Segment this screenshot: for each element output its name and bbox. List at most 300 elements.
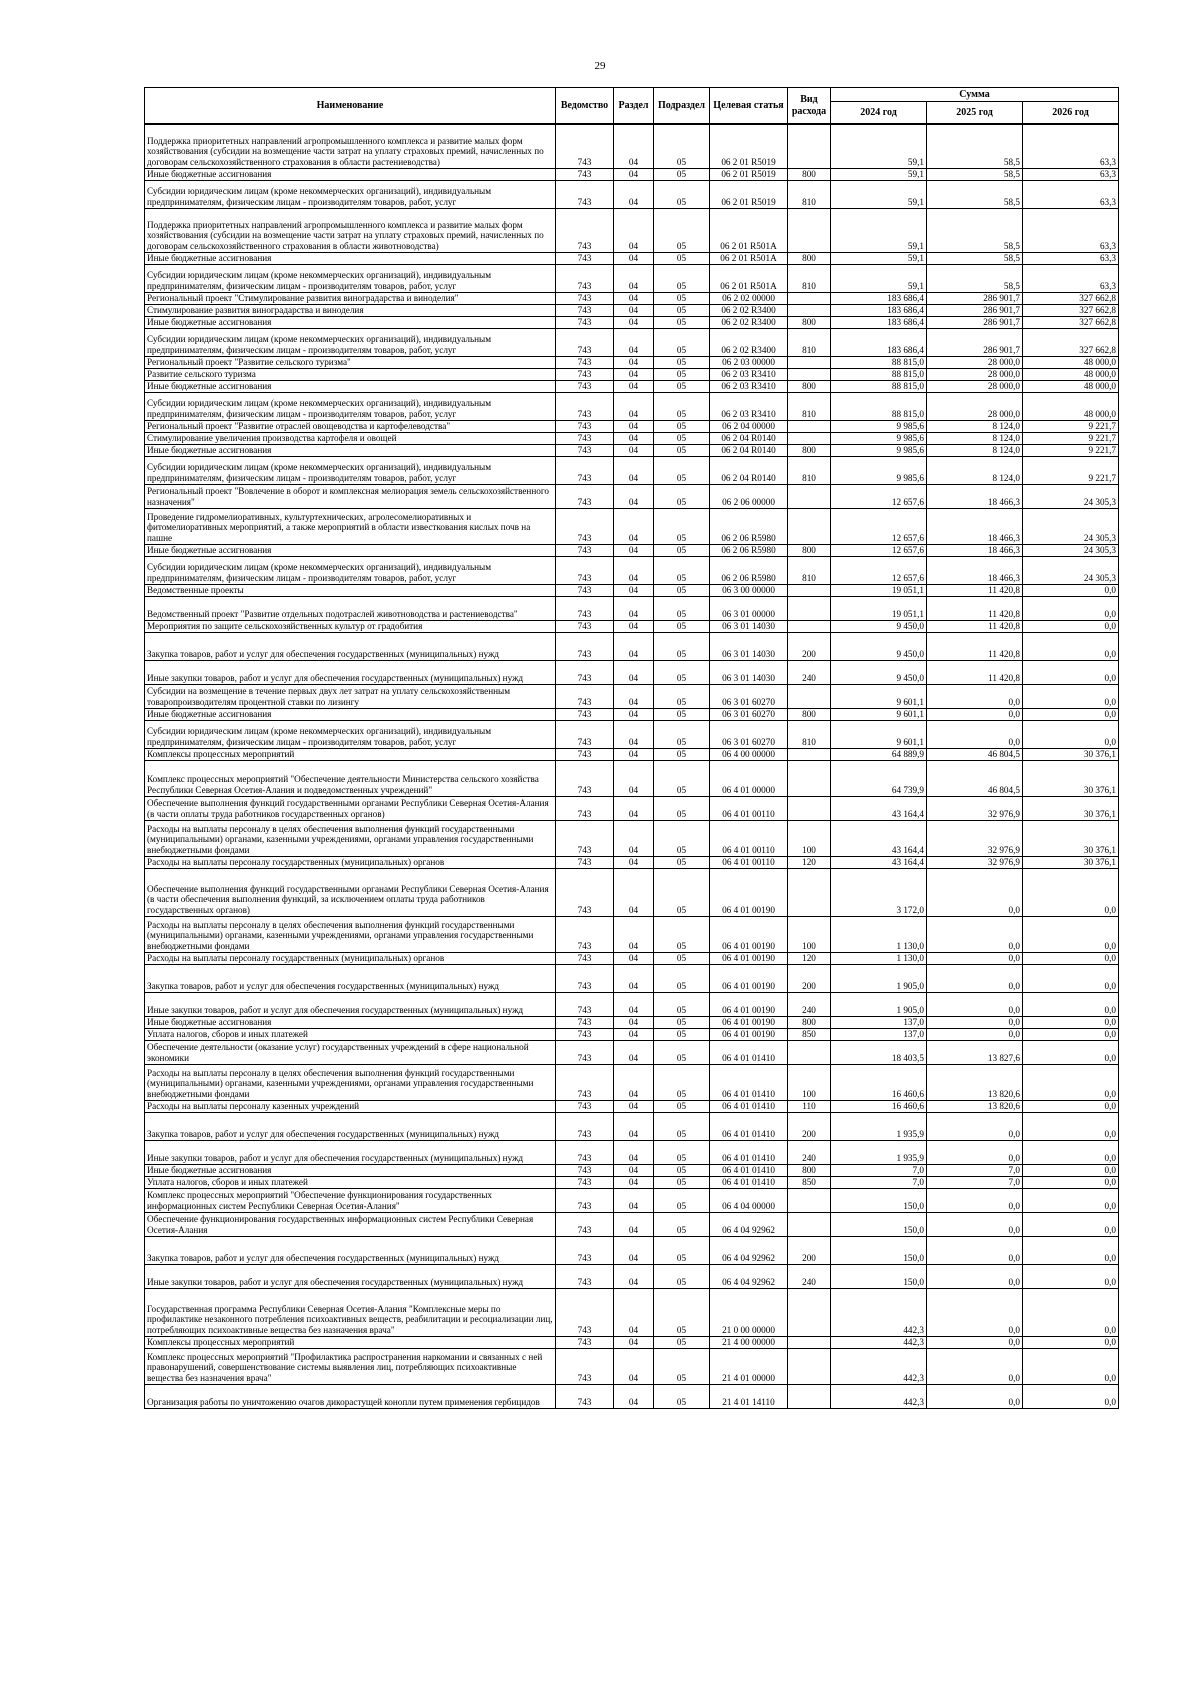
row-vedomstvo: 743 (556, 1264, 614, 1288)
table-row (145, 796, 1119, 820)
row-sum-2024: 183 686,4 (831, 316, 927, 328)
row-name: Мероприятия по защите сельскохозяйственных культур от градобития (145, 620, 556, 632)
row-target-article: 06 3 01 14030 (710, 632, 788, 660)
row-target-article: 06 3 01 00000 (710, 596, 788, 620)
row-sum-2024: 9 601,1 (831, 684, 927, 708)
row-target-article: 06 4 01 01410 (710, 1040, 788, 1064)
row-sum-2026: 30 376,1 (1023, 748, 1119, 760)
row-vedomstvo: 743 (556, 328, 614, 356)
row-razdel: 04 (614, 316, 654, 328)
row-sum-2026: 0,0 (1023, 1288, 1119, 1336)
table-row (145, 684, 1119, 708)
table-row (145, 168, 1119, 180)
row-sum-2025: 46 804,5 (927, 748, 1023, 760)
row-expense-type (788, 368, 831, 380)
row-sum-2026: 48 000,0 (1023, 392, 1119, 420)
row-target-article: 21 0 00 00000 (710, 1288, 788, 1336)
row-sum-2026: 0,0 (1023, 952, 1119, 964)
row-sum-2025: 58,5 (927, 124, 1023, 168)
row-sum-2024: 1 935,9 (831, 1112, 927, 1140)
table-row (145, 720, 1119, 748)
row-target-article: 06 4 01 01410 (710, 1140, 788, 1164)
row-sum-2025: 11 420,8 (927, 596, 1023, 620)
row-razdel: 04 (614, 1348, 654, 1384)
row-razdel: 04 (614, 1112, 654, 1140)
row-name: Поддержка приоритетных направлений агропромышленного комплекса и развитие малых форм хозяйствования (субсидии на возмещение части затрат на уплату страховых премий, начисленных по договорам сельскохозяйственного страхования в области животноводства) (145, 208, 556, 252)
row-vedomstvo: 743 (556, 456, 614, 484)
row-expense-type (788, 508, 831, 544)
row-sum-2024: 64 889,9 (831, 748, 927, 760)
row-target-article: 06 4 01 00190 (710, 916, 788, 952)
table-row (145, 328, 1119, 356)
row-sum-2025: 0,0 (927, 1016, 1023, 1028)
row-name: Расходы на выплаты персоналу государственных (муниципальных) органов (145, 856, 556, 868)
row-expense-type (788, 748, 831, 760)
row-vedomstvo: 743 (556, 508, 614, 544)
table-row (145, 356, 1119, 368)
row-sum-2026: 9 221,7 (1023, 456, 1119, 484)
row-name: Расходы на выплаты персоналу государственных (муниципальных) органов (145, 952, 556, 964)
row-sum-2024: 12 657,6 (831, 508, 927, 544)
row-sum-2024: 9 450,0 (831, 660, 927, 684)
row-podrazdel: 05 (654, 1348, 710, 1384)
row-vedomstvo: 743 (556, 484, 614, 508)
row-sum-2026: 0,0 (1023, 1164, 1119, 1176)
row-vedomstvo: 743 (556, 684, 614, 708)
row-sum-2026: 0,0 (1023, 684, 1119, 708)
row-target-article: 06 2 01 R501A (710, 264, 788, 292)
row-podrazdel: 05 (654, 316, 710, 328)
row-name: Расходы на выплаты персоналу в целях обеспечения выполнения функций государственными (муниципальными) органами, казенными учреждениями, органами управления государственными внебюджетными фондами (145, 916, 556, 952)
row-sum-2025: 0,0 (927, 1348, 1023, 1384)
row-razdel: 04 (614, 456, 654, 484)
row-vedomstvo: 743 (556, 1176, 614, 1188)
row-sum-2025: 28 000,0 (927, 368, 1023, 380)
row-expense-type: 800 (788, 444, 831, 456)
row-podrazdel: 05 (654, 1176, 710, 1188)
row-sum-2026: 0,0 (1023, 1236, 1119, 1264)
table-row (145, 1188, 1119, 1212)
row-podrazdel: 05 (654, 356, 710, 368)
row-sum-2025: 28 000,0 (927, 380, 1023, 392)
row-expense-type (788, 420, 831, 432)
row-sum-2025: 0,0 (927, 1384, 1023, 1408)
row-expense-type (788, 208, 831, 252)
row-sum-2024: 59,1 (831, 264, 927, 292)
row-name: Закупка товаров, работ и услуг для обеспечения государственных (муниципальных) нужд (145, 1112, 556, 1140)
table-row (145, 544, 1119, 556)
row-target-article: 06 2 06 00000 (710, 484, 788, 508)
row-expense-type: 800 (788, 708, 831, 720)
row-sum-2026: 30 376,1 (1023, 796, 1119, 820)
row-sum-2024: 9 601,1 (831, 708, 927, 720)
row-razdel: 04 (614, 620, 654, 632)
table-row (145, 1016, 1119, 1028)
row-sum-2024: 9 450,0 (831, 620, 927, 632)
row-sum-2026: 9 221,7 (1023, 444, 1119, 456)
row-sum-2024: 9 985,6 (831, 444, 927, 456)
row-name: Иные закупки товаров, работ и услуг для обеспечения государственных (муниципальных) нужд (145, 1140, 556, 1164)
table-row (145, 584, 1119, 596)
row-razdel: 04 (614, 444, 654, 456)
table-row (145, 1176, 1119, 1188)
table-row (145, 420, 1119, 432)
header-expense-type: Вид расхода (788, 88, 831, 125)
row-sum-2025: 8 124,0 (927, 456, 1023, 484)
row-expense-type: 810 (788, 392, 831, 420)
row-sum-2024: 442,3 (831, 1288, 927, 1336)
row-expense-type: 800 (788, 1164, 831, 1176)
row-podrazdel: 05 (654, 392, 710, 420)
table-row (145, 1028, 1119, 1040)
row-sum-2026: 0,0 (1023, 660, 1119, 684)
row-name: Закупка товаров, работ и услуг для обеспечения государственных (муниципальных) нужд (145, 964, 556, 992)
row-target-article: 06 4 04 00000 (710, 1188, 788, 1212)
row-name: Региональный проект "Развитие отраслей овощеводства и картофелеводства" (145, 420, 556, 432)
row-sum-2024: 1 905,0 (831, 964, 927, 992)
row-target-article: 06 3 01 60270 (710, 720, 788, 748)
row-name: Обеспечение выполнения функций государственными органами Республики Северная Осетия-Алания (в части оплаты труда работников государственных органов) (145, 796, 556, 820)
row-podrazdel: 05 (654, 1064, 710, 1100)
row-razdel: 04 (614, 1176, 654, 1188)
row-podrazdel: 05 (654, 856, 710, 868)
row-sum-2025: 0,0 (927, 952, 1023, 964)
row-name: Региональный проект "Стимулирование развития виноградарства и виноделия" (145, 292, 556, 304)
row-target-article: 06 4 04 92962 (710, 1236, 788, 1264)
row-razdel: 04 (614, 432, 654, 444)
row-sum-2024: 150,0 (831, 1212, 927, 1236)
table-row (145, 952, 1119, 964)
row-vedomstvo: 743 (556, 660, 614, 684)
row-podrazdel: 05 (654, 992, 710, 1016)
row-name: Обеспечение деятельности (оказание услуг) государственных учреждений в сфере национальной экономики (145, 1040, 556, 1064)
row-name: Иные бюджетные ассигнования (145, 1016, 556, 1028)
row-sum-2025: 7,0 (927, 1176, 1023, 1188)
row-sum-2026: 0,0 (1023, 1348, 1119, 1384)
row-expense-type: 800 (788, 380, 831, 392)
row-podrazdel: 05 (654, 544, 710, 556)
row-sum-2024: 59,1 (831, 124, 927, 168)
row-sum-2024: 1 905,0 (831, 992, 927, 1016)
row-sum-2025: 58,5 (927, 180, 1023, 208)
row-target-article: 21 4 01 14110 (710, 1384, 788, 1408)
row-expense-type (788, 760, 831, 796)
row-name: Иные бюджетные ассигнования (145, 380, 556, 392)
row-sum-2024: 150,0 (831, 1188, 927, 1212)
row-sum-2024: 88 815,0 (831, 392, 927, 420)
row-sum-2025: 8 124,0 (927, 432, 1023, 444)
row-sum-2024: 64 739,9 (831, 760, 927, 796)
row-sum-2024: 1 130,0 (831, 916, 927, 952)
row-expense-type: 800 (788, 252, 831, 264)
row-name: Проведение гидромелиоративных, культуртехнических, агролесомелиоративных и фитомелиоративных мероприятий, а также мероприятий в области известкования кислых почв на пашне (145, 508, 556, 544)
table-row (145, 316, 1119, 328)
row-target-article: 06 2 03 R3410 (710, 392, 788, 420)
row-name: Закупка товаров, работ и услуг для обеспечения государственных (муниципальных) нужд (145, 632, 556, 660)
row-sum-2026: 48 000,0 (1023, 356, 1119, 368)
row-sum-2025: 13 820,6 (927, 1100, 1023, 1112)
row-vedomstvo: 743 (556, 584, 614, 596)
row-razdel: 04 (614, 168, 654, 180)
row-sum-2025: 28 000,0 (927, 392, 1023, 420)
row-name: Организация работы по уничтожению очагов дикорастущей конопли путем применения гербицидов (145, 1384, 556, 1408)
row-sum-2025: 11 420,8 (927, 660, 1023, 684)
row-target-article: 06 4 01 00190 (710, 952, 788, 964)
row-expense-type: 810 (788, 456, 831, 484)
row-expense-type (788, 1040, 831, 1064)
row-expense-type (788, 596, 831, 620)
row-target-article: 06 4 01 00190 (710, 964, 788, 992)
row-sum-2025: 18 466,3 (927, 508, 1023, 544)
row-vedomstvo: 743 (556, 392, 614, 420)
row-target-article: 06 4 04 92962 (710, 1212, 788, 1236)
row-sum-2024: 43 164,4 (831, 820, 927, 856)
table-row (145, 1236, 1119, 1264)
row-sum-2026: 0,0 (1023, 1212, 1119, 1236)
row-vedomstvo: 743 (556, 632, 614, 660)
row-razdel: 04 (614, 180, 654, 208)
row-sum-2024: 9 450,0 (831, 632, 927, 660)
row-razdel: 04 (614, 508, 654, 544)
row-name: Субсидии юридическим лицам (кроме некоммерческих организаций), индивидуальным предпринимателям, физическим лицам - производителям товаров, работ, услуг (145, 720, 556, 748)
row-vedomstvo: 743 (556, 420, 614, 432)
row-name: Поддержка приоритетных направлений агропромышленного комплекса и развитие малых форм хозяйствования (субсидии на возмещение части затрат на уплату страховых премий, начисленных по договорам сельскохозяйственного страхования в области растениеводства) (145, 124, 556, 168)
row-podrazdel: 05 (654, 596, 710, 620)
row-sum-2025: 0,0 (927, 708, 1023, 720)
row-sum-2025: 286 901,7 (927, 304, 1023, 316)
row-podrazdel: 05 (654, 1140, 710, 1164)
row-vedomstvo: 743 (556, 252, 614, 264)
row-vedomstvo: 743 (556, 708, 614, 720)
row-vedomstvo: 743 (556, 1236, 614, 1264)
row-podrazdel: 05 (654, 1384, 710, 1408)
row-sum-2025: 0,0 (927, 1288, 1023, 1336)
row-razdel: 04 (614, 1188, 654, 1212)
row-target-article: 06 4 01 01410 (710, 1176, 788, 1188)
row-sum-2026: 63,3 (1023, 264, 1119, 292)
table-row (145, 748, 1119, 760)
row-target-article: 06 2 02 R3400 (710, 304, 788, 316)
row-sum-2026: 63,3 (1023, 124, 1119, 168)
table-row (145, 252, 1119, 264)
table-row (145, 1040, 1119, 1064)
row-name: Иные бюджетные ассигнования (145, 444, 556, 456)
row-sum-2026: 0,0 (1023, 1188, 1119, 1212)
row-name: Субсидии на возмещение в течение первых двух лет затрат на уплату сельскохозяйственным товаропроизводителям процентной ставки по лизингу (145, 684, 556, 708)
row-target-article: 06 2 01 R5019 (710, 168, 788, 180)
row-sum-2025: 32 976,9 (927, 796, 1023, 820)
row-expense-type: 800 (788, 168, 831, 180)
row-sum-2026: 0,0 (1023, 596, 1119, 620)
header-sum: Сумма (831, 88, 1119, 102)
row-vedomstvo: 743 (556, 1384, 614, 1408)
row-target-article: 06 4 00 00000 (710, 748, 788, 760)
table-row (145, 264, 1119, 292)
table-row (145, 432, 1119, 444)
row-expense-type (788, 868, 831, 916)
row-razdel: 04 (614, 1016, 654, 1028)
row-podrazdel: 05 (654, 796, 710, 820)
row-vedomstvo: 743 (556, 556, 614, 584)
row-sum-2026: 0,0 (1023, 632, 1119, 660)
table-row (145, 456, 1119, 484)
row-sum-2024: 19 051,1 (831, 596, 927, 620)
row-target-article: 06 3 00 00000 (710, 584, 788, 596)
row-name: Комплексы процессных мероприятий (145, 748, 556, 760)
row-sum-2026: 24 305,3 (1023, 484, 1119, 508)
row-expense-type (788, 796, 831, 820)
row-razdel: 04 (614, 708, 654, 720)
row-razdel: 04 (614, 1040, 654, 1064)
row-sum-2026: 30 376,1 (1023, 856, 1119, 868)
row-vedomstvo: 743 (556, 868, 614, 916)
header-podrazdel: Подраздел (654, 88, 710, 125)
row-sum-2025: 11 420,8 (927, 584, 1023, 596)
row-name: Субсидии юридическим лицам (кроме некоммерческих организаций), индивидуальным предпринимателям, физическим лицам - производителям товаров, работ, услуг (145, 456, 556, 484)
row-vedomstvo: 743 (556, 856, 614, 868)
row-podrazdel: 05 (654, 916, 710, 952)
row-name: Стимулирование развития виноградарства и виноделия (145, 304, 556, 316)
row-sum-2025: 8 124,0 (927, 420, 1023, 432)
row-sum-2026: 63,3 (1023, 168, 1119, 180)
row-razdel: 04 (614, 760, 654, 796)
row-razdel: 04 (614, 1064, 654, 1100)
row-sum-2025: 0,0 (927, 720, 1023, 748)
row-target-article: 06 4 01 01410 (710, 1164, 788, 1176)
budget-table (144, 87, 1119, 1409)
row-target-article: 21 4 01 00000 (710, 1348, 788, 1384)
row-sum-2025: 18 466,3 (927, 544, 1023, 556)
row-vedomstvo: 743 (556, 1016, 614, 1028)
row-expense-type: 100 (788, 1064, 831, 1100)
row-podrazdel: 05 (654, 380, 710, 392)
row-razdel: 04 (614, 368, 654, 380)
row-sum-2025: 0,0 (927, 1112, 1023, 1140)
row-podrazdel: 05 (654, 1264, 710, 1288)
row-podrazdel: 05 (654, 1112, 710, 1140)
row-target-article: 06 4 01 00000 (710, 760, 788, 796)
row-vedomstvo: 743 (556, 1040, 614, 1064)
row-razdel: 04 (614, 992, 654, 1016)
row-razdel: 04 (614, 328, 654, 356)
row-name: Ведомственные проекты (145, 584, 556, 596)
row-podrazdel: 05 (654, 660, 710, 684)
row-razdel: 04 (614, 796, 654, 820)
row-sum-2025: 286 901,7 (927, 328, 1023, 356)
row-podrazdel: 05 (654, 484, 710, 508)
row-target-article: 06 3 01 14030 (710, 620, 788, 632)
table-row (145, 760, 1119, 796)
table-body (145, 124, 1119, 1408)
row-name: Иные бюджетные ассигнования (145, 316, 556, 328)
row-razdel: 04 (614, 420, 654, 432)
row-vedomstvo: 743 (556, 1140, 614, 1164)
row-sum-2024: 59,1 (831, 252, 927, 264)
row-podrazdel: 05 (654, 328, 710, 356)
row-podrazdel: 05 (654, 508, 710, 544)
row-target-article: 21 4 00 00000 (710, 1336, 788, 1348)
row-sum-2024: 59,1 (831, 168, 927, 180)
table-row (145, 508, 1119, 544)
row-vedomstvo: 743 (556, 1028, 614, 1040)
row-sum-2026: 0,0 (1023, 916, 1119, 952)
row-sum-2026: 0,0 (1023, 868, 1119, 916)
row-podrazdel: 05 (654, 1164, 710, 1176)
row-expense-type (788, 584, 831, 596)
row-sum-2025: 32 976,9 (927, 856, 1023, 868)
row-expense-type (788, 432, 831, 444)
row-sum-2026: 0,0 (1023, 1264, 1119, 1288)
row-expense-type (788, 1212, 831, 1236)
table-row (145, 1264, 1119, 1288)
row-razdel: 04 (614, 868, 654, 916)
row-razdel: 04 (614, 596, 654, 620)
row-vedomstvo: 743 (556, 992, 614, 1016)
row-target-article: 06 4 01 00110 (710, 820, 788, 856)
row-vedomstvo: 743 (556, 796, 614, 820)
header-target-article: Целевая статья (710, 88, 788, 125)
table-row (145, 964, 1119, 992)
table-row (145, 1348, 1119, 1384)
row-vedomstvo: 743 (556, 1112, 614, 1140)
table-row (145, 632, 1119, 660)
row-razdel: 04 (614, 748, 654, 760)
row-sum-2025: 0,0 (927, 916, 1023, 952)
row-name: Субсидии юридическим лицам (кроме некоммерческих организаций), индивидуальным предпринимателям, физическим лицам - производителям товаров, работ, услуг (145, 328, 556, 356)
row-sum-2024: 12 657,6 (831, 544, 927, 556)
header-razdel: Раздел (614, 88, 654, 125)
row-sum-2026: 0,0 (1023, 964, 1119, 992)
row-expense-type (788, 684, 831, 708)
row-razdel: 04 (614, 392, 654, 420)
row-vedomstvo: 743 (556, 916, 614, 952)
row-podrazdel: 05 (654, 168, 710, 180)
row-sum-2026: 327 662,8 (1023, 292, 1119, 304)
row-podrazdel: 05 (654, 456, 710, 484)
row-expense-type: 100 (788, 916, 831, 952)
row-expense-type (788, 304, 831, 316)
row-vedomstvo: 743 (556, 1164, 614, 1176)
row-target-article: 06 4 01 00110 (710, 856, 788, 868)
row-sum-2024: 9 985,6 (831, 432, 927, 444)
row-sum-2026: 0,0 (1023, 720, 1119, 748)
table-row (145, 1100, 1119, 1112)
row-name: Стимулирование увеличения производства картофеля и овощей (145, 432, 556, 444)
row-sum-2024: 183 686,4 (831, 328, 927, 356)
table-row (145, 856, 1119, 868)
row-expense-type: 810 (788, 720, 831, 748)
row-name: Субсидии юридическим лицам (кроме некоммерческих организаций), индивидуальным предпринимателям, физическим лицам - производителям товаров, работ, услуг (145, 264, 556, 292)
row-name: Иные закупки товаров, работ и услуг для обеспечения государственных (муниципальных) нужд (145, 1264, 556, 1288)
table-row (145, 1064, 1119, 1100)
table-row (145, 1336, 1119, 1348)
row-target-article: 06 2 04 00000 (710, 420, 788, 432)
table-row (145, 368, 1119, 380)
row-sum-2026: 0,0 (1023, 992, 1119, 1016)
row-target-article: 06 2 01 R5019 (710, 180, 788, 208)
row-vedomstvo: 743 (556, 1188, 614, 1212)
row-name: Иные бюджетные ассигнования (145, 252, 556, 264)
table-row (145, 208, 1119, 252)
row-vedomstvo: 743 (556, 1348, 614, 1384)
row-vedomstvo: 743 (556, 544, 614, 556)
row-sum-2024: 43 164,4 (831, 856, 927, 868)
row-podrazdel: 05 (654, 304, 710, 316)
row-podrazdel: 05 (654, 748, 710, 760)
row-name: Субсидии юридическим лицам (кроме некоммерческих организаций), индивидуальным предпринимателям, физическим лицам - производителям товаров, работ, услуг (145, 392, 556, 420)
row-target-article: 06 4 01 00190 (710, 868, 788, 916)
row-sum-2025: 28 000,0 (927, 356, 1023, 368)
